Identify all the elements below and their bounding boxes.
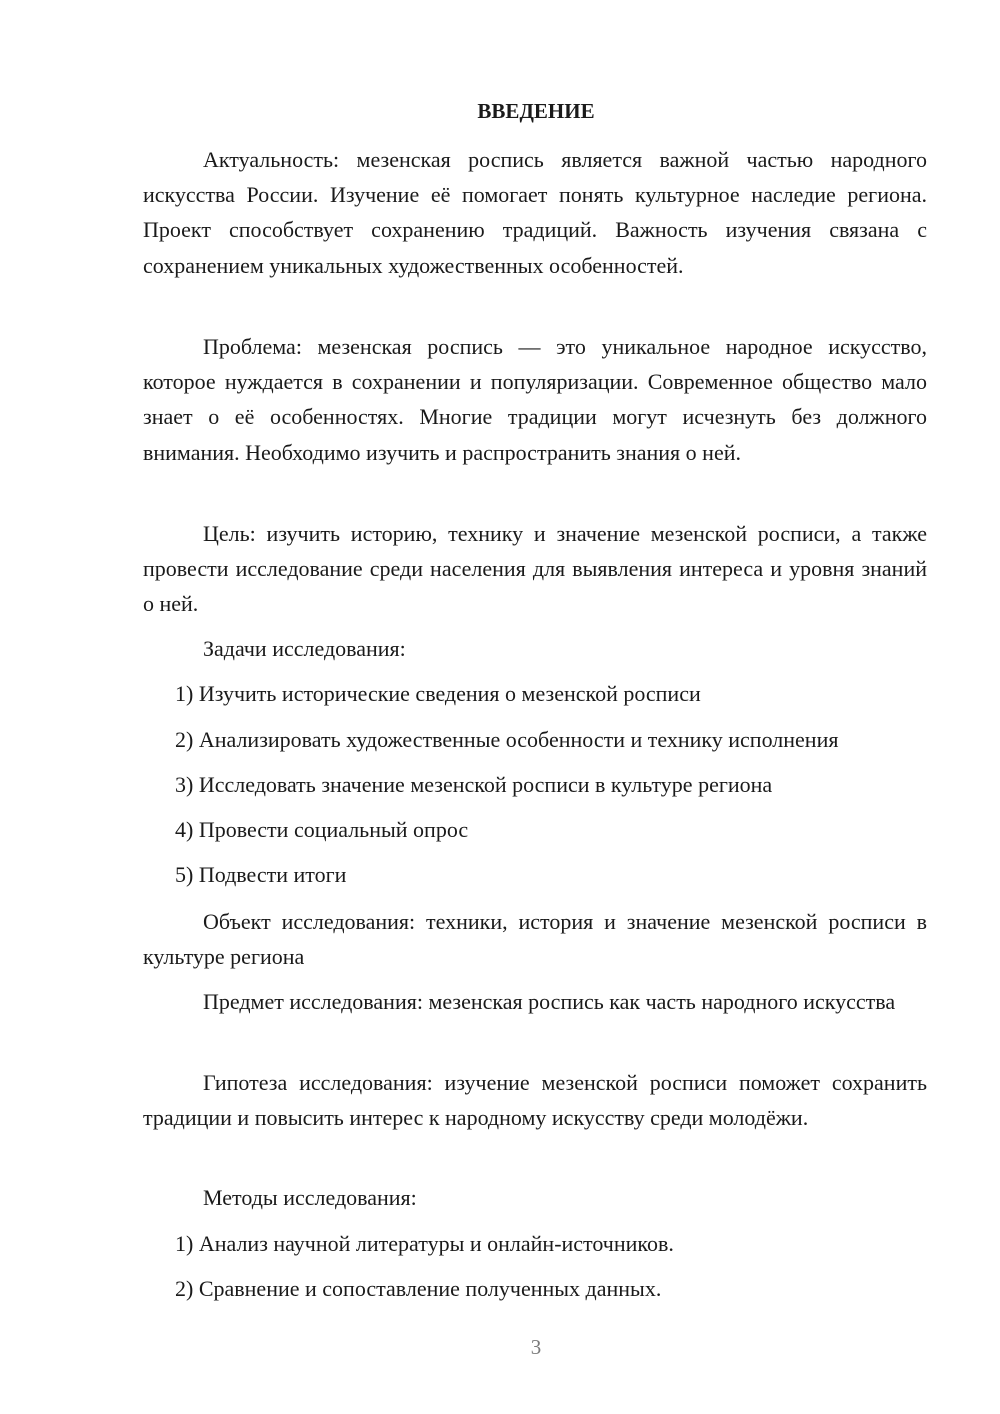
hypothesis-paragraph: Гипотеза исследования: изучение мезенской росписи поможет сохранить традиции и повысить интерес к народному искусству среди молодёжи. [143,1070,927,1131]
task-item: 1) Изучить исторические сведения о мезенской росписи [175,681,701,706]
subject-paragraph: Предмет исследования: мезенская роспись как часть народного искусства [203,989,896,1014]
relevance-paragraph: Актуальность: мезенская роспись является важной частью народного искусства России. Изучение её помогает понять культурное наследие региона. Проект способствует сохранению традиций. Важность изучения связана с сохранением уникальных художественных особенностей. [143,147,927,278]
methods-label: Методы исследования: [203,1185,417,1210]
problem-paragraph: Проблема: мезенская роспись — это уникальное народное искусство, которое нуждается в сохранении и популяризации. Современное общество мало знает о её особенностях. Многие традиции могут исчезнуть без должного внимания. Необходимо изучить и распространить знания о ней. [143,334,927,465]
object-paragraph: Объект исследования: техники, история и значение мезенской росписи в культуре региона [143,909,927,970]
page-title: ВВЕДЕНИЕ [477,99,595,123]
tasks-label: Задачи исследования: [203,636,406,661]
method-item: 1) Анализ научной литературы и онлайн-источников. [175,1231,674,1256]
task-item: 2) Анализировать художественные особенности и технику исполнения [175,727,839,752]
task-item: 3) Исследовать значение мезенской росписи в культуре региона [175,772,773,797]
task-item: 4) Провести социальный опрос [175,817,469,842]
page-number: 3 [530,1335,542,1359]
task-item: 5) Подвести итоги [175,862,347,887]
method-item: 2) Сравнение и сопоставление полученных данных. [175,1276,662,1301]
goal-paragraph: Цель: изучить историю, технику и значение мезенской росписи, а также провести исследование среди населения для выявления интереса и уровня знаний о ней. [143,521,927,617]
